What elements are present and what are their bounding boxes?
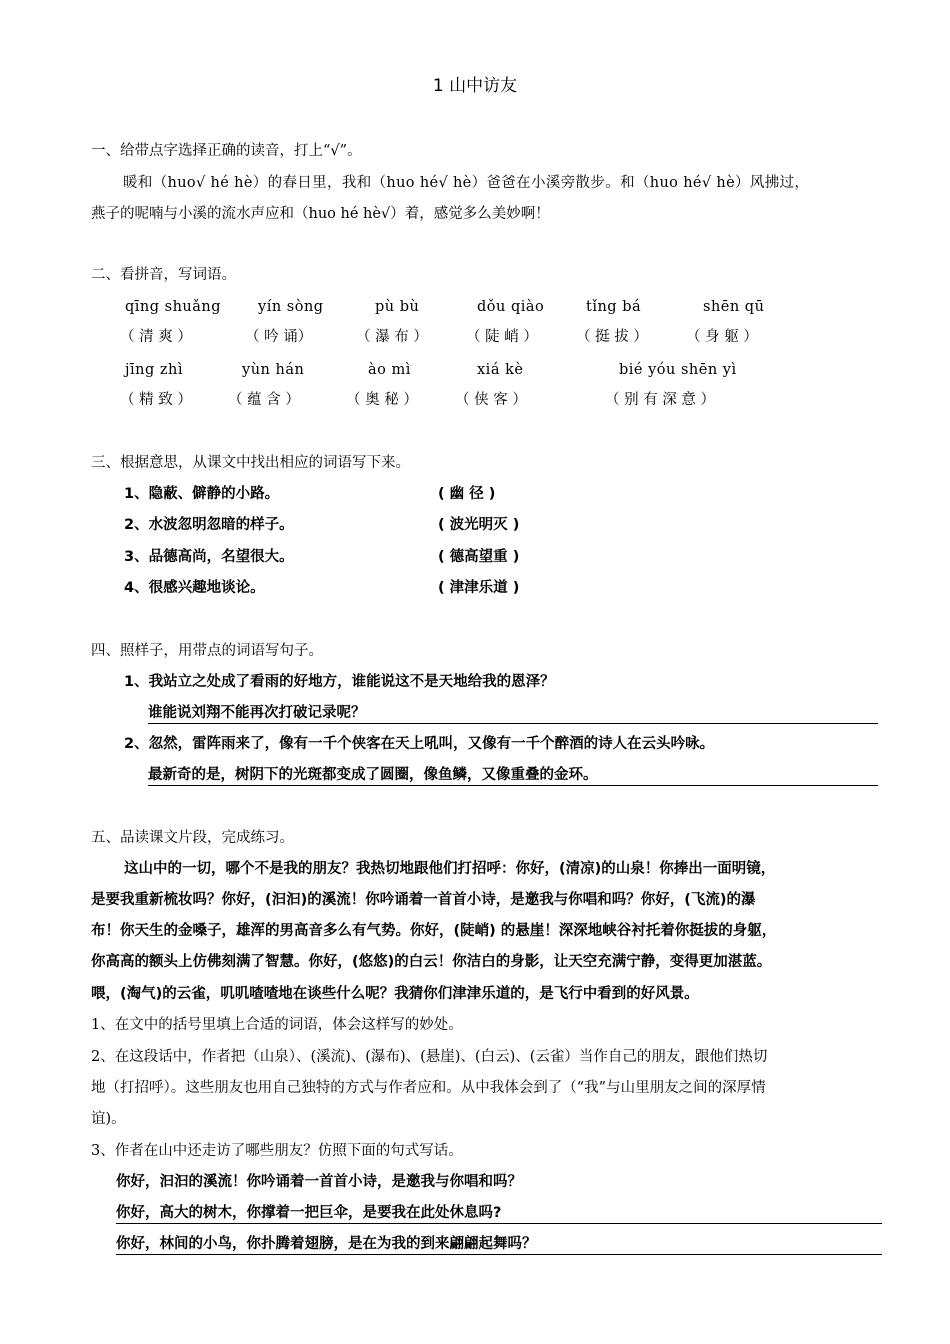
question-item: 4、很感兴趣地谈论。 [124, 580, 265, 596]
pinyin: jīng zhì [125, 362, 183, 378]
exercise-question: 地（打招呼）。这些朋友也用自己独特的方式与作者应和。从中我体会到了（“我”与山里朋友之间的深厚情 [91, 1080, 766, 1096]
example-sentence: 你好，汩汩的溪流！你吟诵着一首首小诗，是邀我与你唱和吗？ [116, 1174, 522, 1190]
word-answer: （ 精 致 ） [120, 392, 192, 408]
pinyin: yín sòng [258, 299, 324, 315]
passage-line: 这山中的一切，哪个不是我的朋友？我热切地跟他们打招呼：你好，(清凉)的山泉！你捧出一面明镜， [124, 861, 776, 877]
word-answer: （ 挺 拔 ） [576, 329, 648, 345]
passage-line: 你高高的额头上仿佛刻满了智慧。你好，(悠悠)的白云！你洁白的身影，让天空充满宁静，变得更加湛蓝。 [91, 954, 772, 970]
section-4-heading: 四、照样子，用带点的词语写句子。 [91, 643, 323, 659]
example-sentence: 2、忽然，雷阵雨来了，像有一千个侠客在天上吼叫，又像有一千个醉酒的诗人在云头吟咏。 [124, 736, 715, 752]
pinyin: bié yóu shēn yì [619, 362, 737, 378]
pinyin: shēn qū [703, 299, 765, 315]
pinyin: dǒu qiào [477, 299, 545, 315]
pinyin: xiá kè [477, 362, 524, 378]
passage-line: 喂，(淘气)的云雀，叽叽喳喳地在谈些什么呢？我猜你们津津乐道的，是飞行中看到的好风景。 [91, 986, 699, 1002]
pinyin: tǐng bá [586, 299, 642, 315]
pinyin: ào mì [368, 362, 411, 378]
word-answer: （ 奥 秘 ） [346, 392, 418, 408]
word-answer: （ 侠 客 ） [455, 392, 527, 408]
answer-sentence: 你好，林间的小鸟，你扑腾着翅膀，是在为我的到来翩翩起舞吗？ [116, 1234, 882, 1255]
answer-item: ( 津津乐道 ) [438, 580, 520, 596]
answer-item: ( 波光明灭 ) [438, 517, 520, 533]
word-answer: （ 身 躯 ） [686, 329, 758, 345]
exercise-question: 1、在文中的括号里填上合适的词语，体会这样写的妙处。 [91, 1017, 463, 1033]
answer-item: ( 德高望重 ) [438, 549, 520, 565]
section-3-heading: 三、根据意思，从课文中找出相应的词语写下来。 [91, 455, 410, 471]
word-answer: （ 清 爽 ） [120, 329, 192, 345]
exercise-question: 谊)。 [91, 1111, 126, 1127]
pinyin: qīng shuǎng [125, 299, 222, 315]
section-1-line-1: 暖和（huo√ hé hè）的春日里，我和（huo hé√ hè）爸爸在小溪旁散步。和（huo hé√ hè）风拂过， [123, 175, 810, 191]
question-item: 3、品德高尚，名望很大。 [124, 549, 294, 565]
question-item: 2、水波忽明忽暗的样子。 [124, 517, 294, 533]
word-answer: （ 蕴 含 ） [228, 392, 300, 408]
example-sentence: 1、我站立之处成了看雨的好地方，谁能说这不是天地给我的恩泽？ [124, 674, 555, 690]
passage-line: 是要我重新梳妆吗？你好，(汩汩)的溪流！你吟诵着一首首小诗，是邀我与你唱和吗？你好，(飞流)的瀑 [91, 892, 756, 908]
exercise-question: 3、作者在山中还走访了哪些朋友？仿照下面的句式写话。 [91, 1143, 463, 1159]
section-1-heading: 一、给带点字选择正确的读音，打上“√”。 [91, 143, 362, 159]
section-1-line-2: 燕子的呢喃与小溪的流水声应和（huo hé hè√）着，感觉多么美妙啊！ [91, 206, 550, 222]
pinyin: pù bù [375, 299, 420, 315]
word-answer: （ 吟 诵） [245, 329, 313, 345]
pinyin: yùn hán [242, 362, 305, 378]
answer-sentence: 谁能说刘翔不能再次打破记录呢？ [148, 703, 878, 724]
question-item: 1、隐蔽、僻静的小路。 [124, 486, 280, 502]
word-answer: （ 别 有 深 意 ） [605, 392, 716, 408]
word-answer: （ 瀑 布 ） [356, 329, 428, 345]
answer-item: ( 幽 径 ) [438, 486, 496, 502]
section-5-heading: 五、品读课文片段，完成练习。 [91, 830, 294, 846]
answer-sentence: 最新奇的是，树阴下的光斑都变成了圆圈，像鱼鳞，又像重叠的金环。 [148, 765, 878, 786]
word-answer: （ 陡 峭 ） [466, 329, 538, 345]
page-title: 1 山中访友 [432, 76, 518, 96]
exercise-question: 2、在这段话中，作者把（山泉）、(溪流)、(瀑布)、(悬崖)、(白云)、(云雀）当作自己的朋友，跟他们热切 [91, 1049, 768, 1065]
answer-sentence: 你好，高大的树木，你撑着一把巨伞，是要我在此处休息吗? [116, 1203, 882, 1224]
passage-line: 布！你天生的金嗓子，雄浑的男高音多么有气势。你好，(陡峭) 的悬崖！深深地峡谷衬托着你挺拔的身躯， [91, 923, 777, 939]
section-2-heading: 二、看拼音，写词语。 [91, 267, 236, 283]
